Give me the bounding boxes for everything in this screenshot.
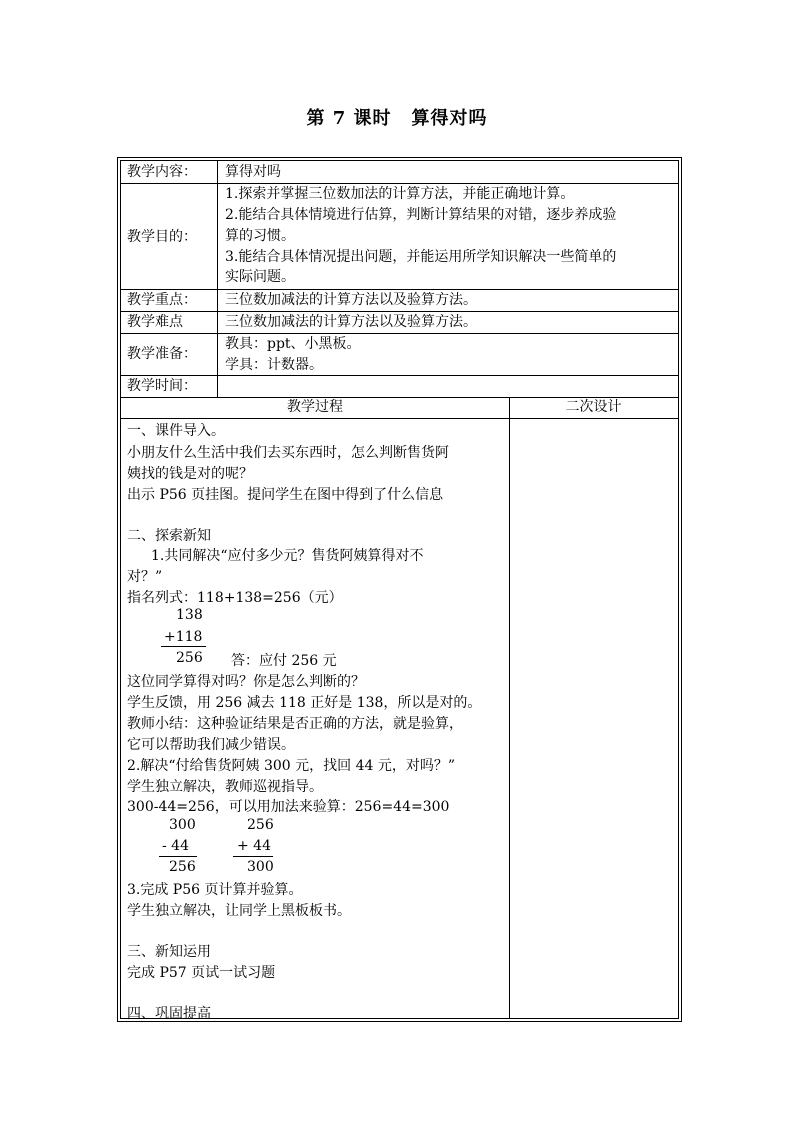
key-value: 三位数加减法的计算方法以及验算方法。 bbox=[225, 292, 477, 308]
lesson-name: 算得对吗 bbox=[411, 108, 488, 129]
time-label: 教学时间： bbox=[127, 378, 197, 394]
process-line: 这位同学算得对吗？你是怎么判断的？ bbox=[127, 674, 365, 690]
prep-line: 教具：ppt、小黑板。 bbox=[225, 336, 361, 352]
goal-line: 实际问题。 bbox=[225, 269, 295, 285]
process-line: 300-44=256，可以用加法来验算：256=44=300 bbox=[127, 799, 450, 815]
key-label: 教学重点： bbox=[127, 292, 197, 308]
calc-result: 256 bbox=[176, 650, 203, 666]
row-divider bbox=[121, 375, 678, 376]
calc-operand: - 44 bbox=[162, 838, 189, 854]
calc-underline bbox=[161, 646, 206, 647]
process-line: 对？” bbox=[127, 569, 163, 585]
calc-operand: 300 bbox=[169, 817, 196, 833]
process-line: 四、巩固提高 bbox=[127, 1006, 211, 1022]
process-line: 三、新知运用 bbox=[127, 944, 211, 960]
row-divider bbox=[121, 333, 678, 334]
process-line: 一、课件导入。 bbox=[127, 423, 225, 439]
process-line: 二、探索新知 bbox=[127, 528, 211, 544]
calc-operand: 138 bbox=[176, 607, 203, 623]
process-line: 学生独立解决，让同学上黑板板书。 bbox=[127, 903, 351, 919]
calc-operand: +118 bbox=[164, 629, 203, 645]
goal-line: 3.能结合具体情况提出问题，并能运用所学知识解决一些简单的 bbox=[225, 249, 617, 265]
process-line: 学生独立解决，教师巡视指导。 bbox=[127, 779, 323, 795]
label-column-divider bbox=[217, 161, 218, 397]
lesson-title bbox=[0, 104, 794, 130]
goal-label: 教学目的： bbox=[127, 229, 197, 245]
calc-underline bbox=[233, 856, 273, 857]
process-line: 出示 P56 页挂图。提问学生在图中得到了什么信息 bbox=[127, 487, 444, 503]
second-design-header: 二次设计 bbox=[565, 399, 622, 415]
lesson-plan-table bbox=[117, 157, 682, 1022]
row-divider bbox=[121, 418, 678, 419]
calc-operand: 256 bbox=[247, 817, 274, 833]
prep-label: 教学准备： bbox=[127, 346, 197, 362]
difficulty-label: 教学难点 bbox=[127, 314, 183, 330]
content-label: 教学内容： bbox=[127, 164, 197, 180]
table-inner bbox=[120, 160, 679, 1022]
calc-answer: 答：应付 256 元 bbox=[231, 653, 337, 669]
process-line: 1.共同解决“应付多少元？售货阿姨算得对不 bbox=[151, 548, 424, 564]
process-column-divider bbox=[509, 397, 510, 1018]
lesson-number: 第 7 课时 bbox=[306, 108, 392, 129]
process-header: 教学过程 bbox=[287, 399, 343, 415]
process-line: 小朋友什么生活中我们去买东西时，怎么判断售货阿 bbox=[127, 445, 449, 461]
calc-operand: + 44 bbox=[237, 838, 271, 854]
process-line: 姨找的钱是对的呢？ bbox=[127, 466, 253, 482]
calc-result: 300 bbox=[247, 859, 274, 875]
prep-line: 学具：计数器。 bbox=[225, 357, 323, 373]
process-line: 完成 P57 页试一试习题 bbox=[127, 965, 276, 981]
process-line: 2.解决“付给售货阿姨 300 元，找回 44 元，对吗？” bbox=[127, 758, 456, 774]
calc-result: 256 bbox=[169, 859, 196, 875]
process-line: 3.完成 P56 页计算并验算。 bbox=[127, 882, 303, 898]
process-line: 学生反馈，用 256 减去 118 正好是 138，所以是对的。 bbox=[127, 695, 482, 711]
goal-line: 算的习惯。 bbox=[225, 228, 295, 244]
goal-line: 2.能结合具体情境进行估算，判断计算结果的对错，逐步养成验 bbox=[225, 207, 617, 223]
difficulty-value: 三位数加减法的计算方法以及验算方法。 bbox=[225, 314, 477, 330]
process-line: 指名列式：118+138=256（元） bbox=[127, 590, 343, 606]
goal-line: 1.探索并掌握三位数加法的计算方法，并能正确地计算。 bbox=[225, 186, 575, 202]
process-line: 它可以帮助我们减少错误。 bbox=[127, 737, 295, 753]
calc-underline bbox=[159, 856, 197, 857]
process-line: 教师小结：这种验证结果是否正确的方法，就是验算， bbox=[127, 716, 463, 732]
content-value: 算得对吗 bbox=[225, 164, 281, 180]
